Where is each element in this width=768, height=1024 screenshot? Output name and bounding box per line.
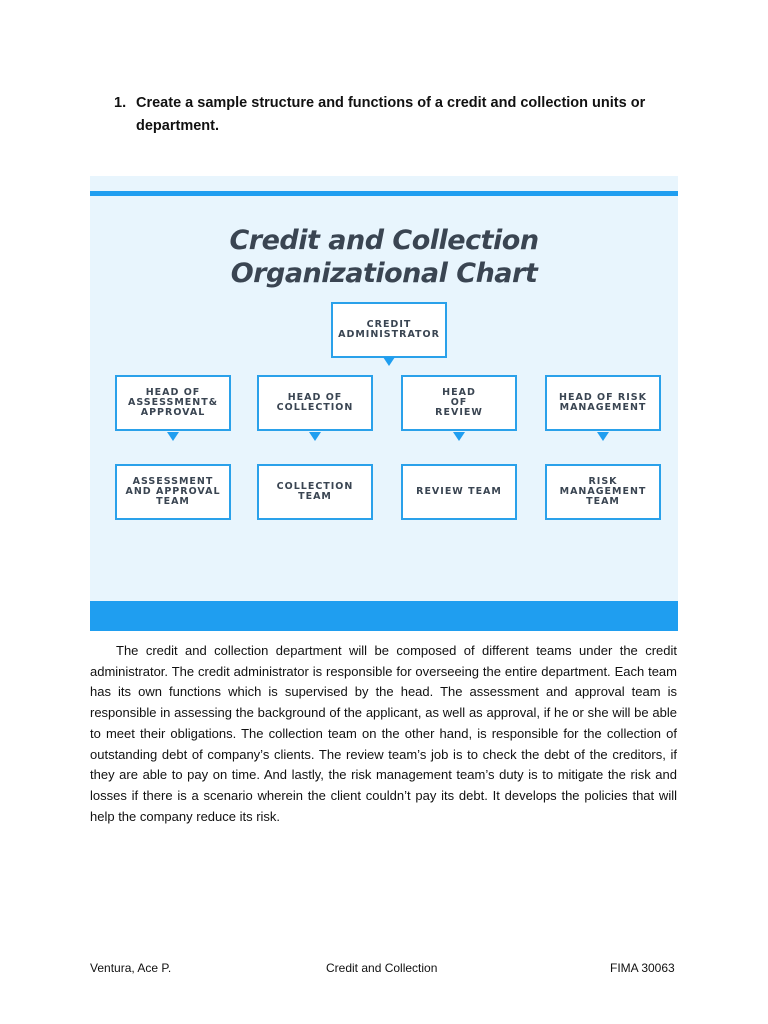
- chart-title-line-2: Organizational Chart: [230, 258, 538, 289]
- box-head-risk-management: HEAD OF RISK MANAGEMENT: [545, 375, 661, 431]
- question-text: Create a sample structure and functions of a credit and collection units or department.: [136, 95, 646, 134]
- body-paragraph: The credit and collection department will be composed of different teams under the credit administrator. The credit administrator is responsible for overseeing the entire department. Each team has its own functions which is supervised by the head. The assessment and approval team is responsible in assessing the background of the applicant, as well as approval, if he or she will be able to meet their obligations. The collection team on the other hand, is responsible for the collection of outstanding debt of company’s clients. The review team’s job is to check the debt of the creditors, if they are able to pay on time. And lastly, the risk management team’s duty is to mitigate the risk and losses if there is a scenario wherein the client couldn’t pay its debt. It develops the policies that will help the company reduce its risk.: [90, 643, 677, 824]
- box-assessment-approval-team: ASSESSMENT AND APPROVAL TEAM: [115, 464, 231, 520]
- box-collection-team: COLLECTION TEAM: [257, 464, 373, 520]
- arrow-down-icon: [597, 432, 609, 441]
- arrow-down-icon: [309, 432, 321, 441]
- chart-title-line-1: Credit and Collection: [229, 225, 539, 256]
- arrow-down-icon: [383, 357, 395, 366]
- question-number: 1.: [114, 95, 127, 111]
- box-review-team: REVIEW TEAM: [401, 464, 517, 520]
- question: [114, 92, 654, 138]
- arrow-down-icon: [167, 432, 179, 441]
- box-risk-management-team: RISK MANAGEMENT TEAM: [545, 464, 661, 520]
- org-chart-image: [90, 176, 678, 631]
- chart-top-bar: [90, 191, 678, 196]
- box-credit-administrator: CREDIT ADMINISTRATOR: [331, 302, 447, 358]
- footer-subject: Credit and Collection: [326, 961, 438, 975]
- box-head-collection: HEAD OF COLLECTION: [257, 375, 373, 431]
- box-head-assessment-approval: HEAD OF ASSESSMENT& APPROVAL: [115, 375, 231, 431]
- footer-author: Ventura, Ace P.: [90, 961, 172, 975]
- chart-bottom-bar: [90, 601, 678, 631]
- chart-title: [90, 224, 678, 290]
- arrow-down-icon: [453, 432, 465, 441]
- box-head-review: HEAD OF REVIEW: [401, 375, 517, 431]
- footer-course: FIMA 30063: [610, 961, 675, 975]
